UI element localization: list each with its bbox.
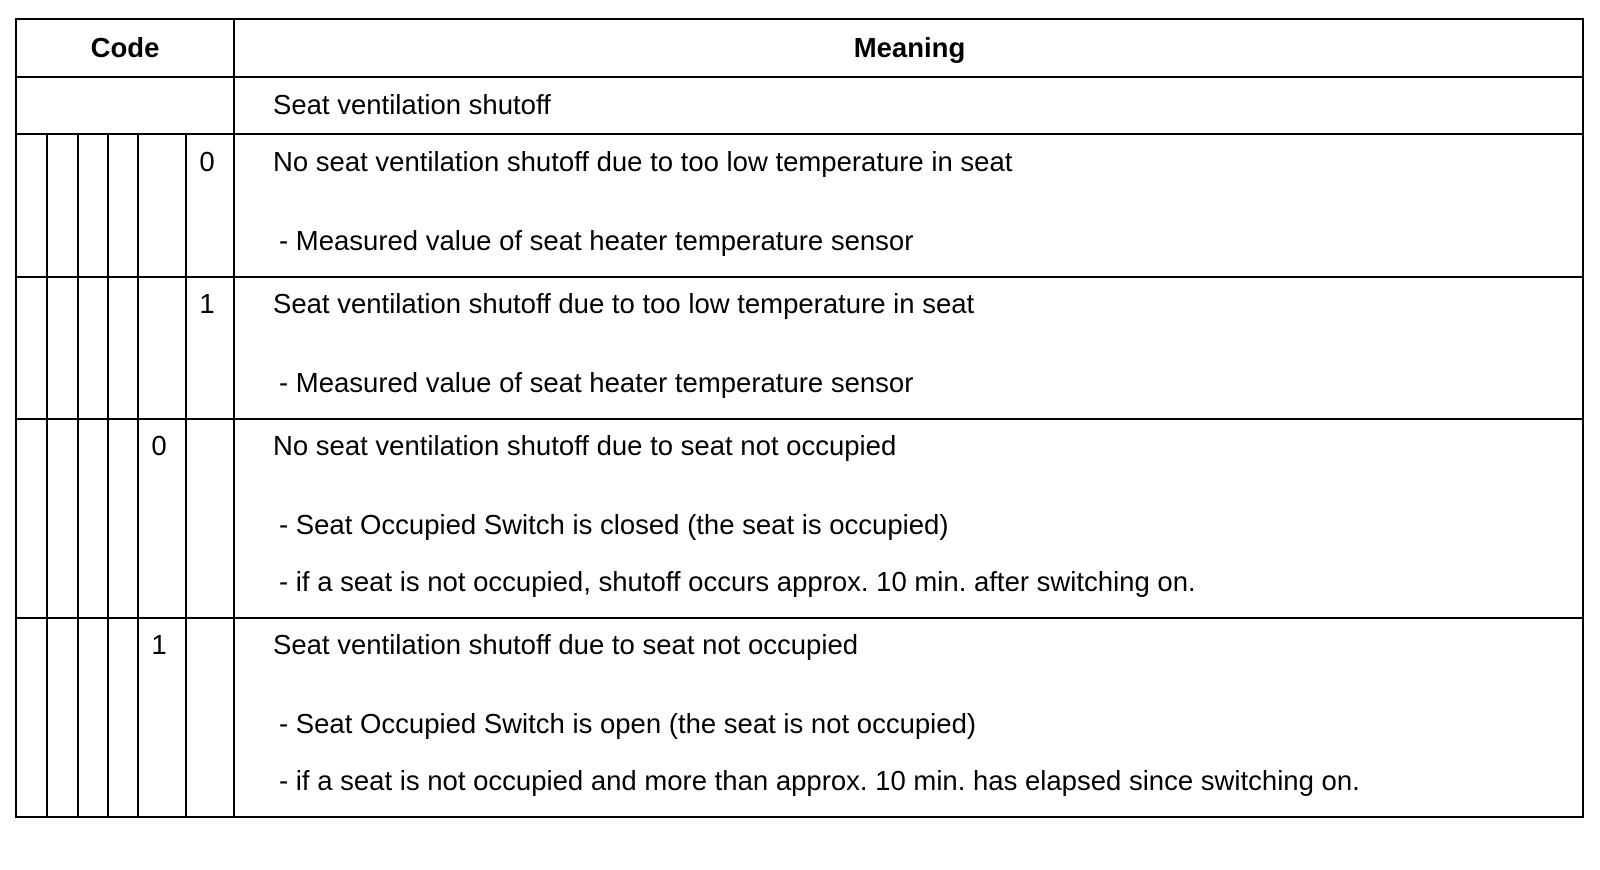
title-row-meaning: Seat ventilation shutoff [273,89,551,120]
code-meaning-divider [233,18,235,818]
table-border-top [15,18,1584,20]
row-detail: - Measured value of seat heater temperature sensor [279,225,914,256]
row-meaning: Seat ventilation shutoff due to too low temperature in seat [273,288,975,319]
table-border-right [1582,18,1584,818]
row-code: 1 [199,288,215,319]
table-border-bottom [15,816,1584,818]
row-detail: - Seat Occupied Switch is closed (the seat is occupied) [279,509,949,540]
row-divider [15,418,1584,420]
table-border-left [15,18,17,818]
bit-column-line [137,133,139,818]
row-code: 0 [151,430,167,461]
row-divider [15,617,1584,619]
header-meaning: Meaning [853,32,966,63]
header-code: Code [90,32,160,63]
row-meaning: No seat ventilation shutoff due to too low temperature in seat [273,146,1013,177]
row-detail: - if a seat is not occupied, shutoff occurs approx. 10 min. after switching on. [279,566,1196,597]
row-code: 0 [199,146,215,177]
row-detail: - if a seat is not occupied and more than approx. 10 min. has elapsed since switching on. [279,765,1360,796]
row-divider [15,133,1584,135]
row-detail: - Measured value of seat heater temperature sensor [279,367,914,398]
bit-column-line [185,133,187,818]
row-divider [15,276,1584,278]
bit-column-line [107,133,109,818]
bit-column-line [77,133,79,818]
bit-column-line [46,133,48,818]
header-divider [15,76,1584,78]
row-detail: - Seat Occupied Switch is open (the seat is not occupied) [279,708,977,739]
row-meaning: No seat ventilation shutoff due to seat not occupied [273,430,897,461]
row-code: 1 [151,629,167,660]
row-meaning: Seat ventilation shutoff due to seat not occupied [273,629,859,660]
